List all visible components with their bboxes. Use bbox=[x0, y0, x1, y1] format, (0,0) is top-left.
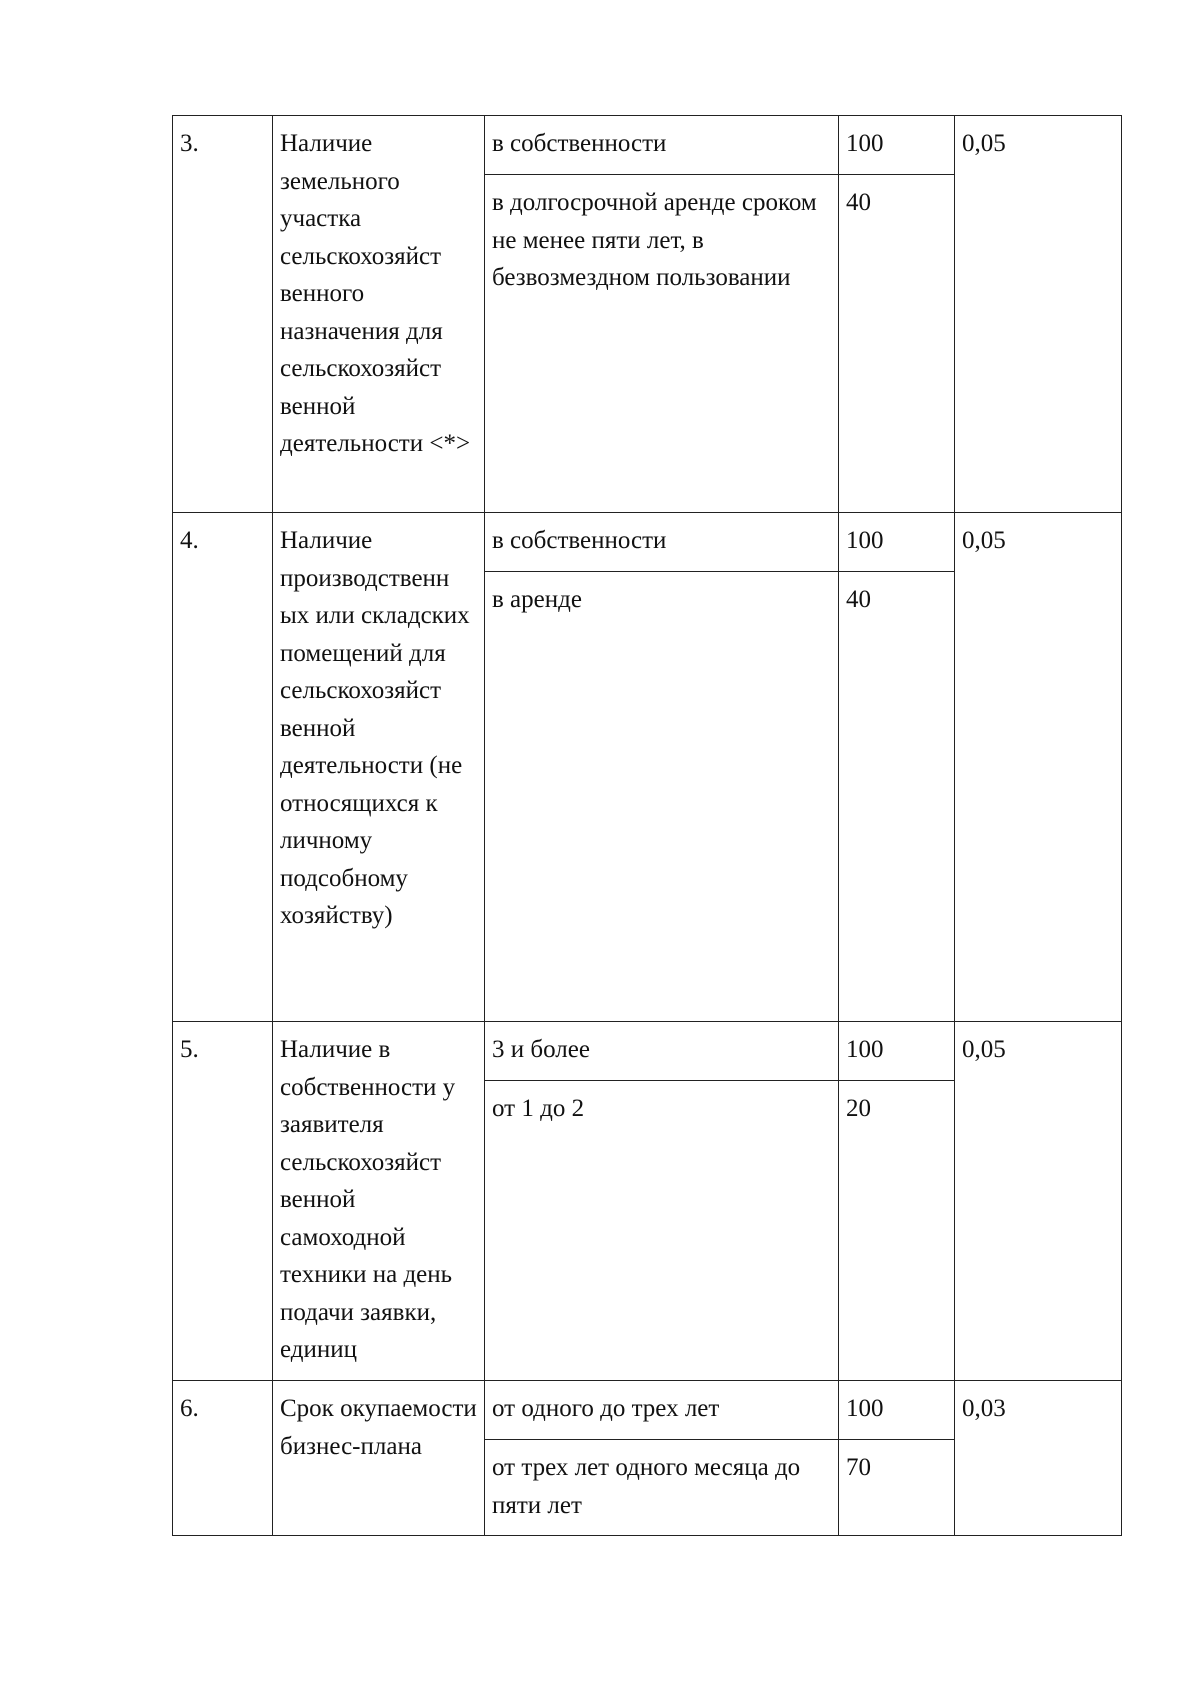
table-row bbox=[173, 116, 1122, 175]
option-label: в долгосрочной аренде сроком не менее пяти лет, в безвозмездном пользовании bbox=[485, 175, 839, 513]
option-label: от трех лет одного месяца до пяти лет bbox=[485, 1440, 839, 1536]
criteria-table bbox=[172, 115, 1122, 1536]
option-score: 100 bbox=[839, 1381, 955, 1440]
criterion-name: Срок окупаемости бизнес-плана bbox=[273, 1381, 485, 1536]
option-score: 100 bbox=[839, 116, 955, 175]
criterion-weight: 0,05 bbox=[955, 116, 1122, 513]
option-score: 40 bbox=[839, 175, 955, 513]
row-number: 5. bbox=[173, 1022, 273, 1381]
table-row bbox=[173, 513, 1122, 572]
option-label: в аренде bbox=[485, 572, 839, 1022]
option-score: 40 bbox=[839, 572, 955, 1022]
row-number: 3. bbox=[173, 116, 273, 513]
option-label: в собственности bbox=[485, 513, 839, 572]
option-score: 100 bbox=[839, 1022, 955, 1081]
criterion-name: Наличие производственн ых или складских помещений для сельскохозяйст венной деятельности (не относящихся к личному подсобному хозяйству) bbox=[273, 513, 485, 1022]
option-label: от 1 до 2 bbox=[485, 1081, 839, 1381]
table-row bbox=[173, 1022, 1122, 1081]
option-label: в собственности bbox=[485, 116, 839, 175]
option-label: 3 и более bbox=[485, 1022, 839, 1081]
criterion-name: Наличие земельного участка сельскохозяйст венного назначения для сельскохозяйст венной деятельности <*> bbox=[273, 116, 485, 513]
row-number: 6. bbox=[173, 1381, 273, 1536]
criterion-weight: 0,05 bbox=[955, 1022, 1122, 1381]
option-score: 20 bbox=[839, 1081, 955, 1381]
criterion-weight: 0,05 bbox=[955, 513, 1122, 1022]
criterion-name: Наличие в собственности у заявителя сельскохозяйст венной самоходной техники на день подачи заявки, единиц bbox=[273, 1022, 485, 1381]
table-row bbox=[173, 1381, 1122, 1440]
criterion-weight: 0,03 bbox=[955, 1381, 1122, 1536]
option-score: 70 bbox=[839, 1440, 955, 1536]
option-score: 100 bbox=[839, 513, 955, 572]
option-label: от одного до трех лет bbox=[485, 1381, 839, 1440]
row-number: 4. bbox=[173, 513, 273, 1022]
